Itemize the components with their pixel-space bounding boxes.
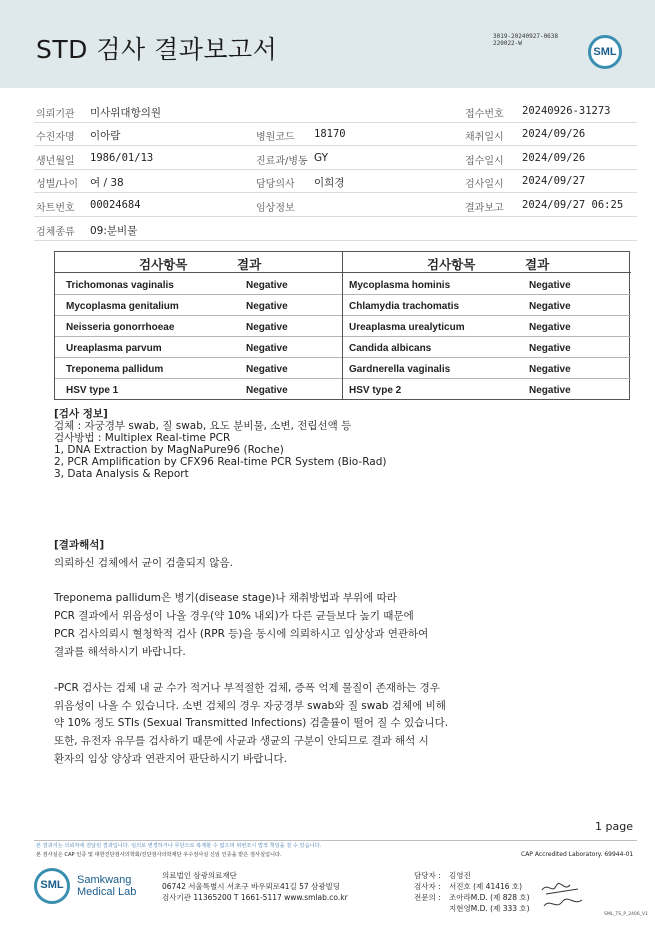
table-row: Neisseria gonorrhoeae Negative <box>55 316 342 337</box>
table-row: Ureaplasma parvum Negative <box>55 337 342 358</box>
received-date: 2024/09/26 <box>522 152 586 164</box>
result-table-left <box>55 252 343 399</box>
form-code: SML_TS_P_2406_V1 <box>604 912 648 917</box>
report-header <box>0 0 655 88</box>
interpretation-line: 환자의 임상 양상과 연관지어 판단하시기 바랍니다. <box>54 753 288 765</box>
receipt-number: 20240926-31273 <box>522 105 611 117</box>
report-title: STD 검사 결과보고서 <box>36 35 278 64</box>
info-row-dob: 생년월일 1986/01/13 진료과/병동 GY 접수일시 2024/09/26 <box>34 147 637 170</box>
table-row: Mycoplasma hominis Negative <box>343 274 631 295</box>
info-row-chart: 차트번호 00024684 임상정보 결과보고 2024/09/27 06:25 <box>34 194 637 217</box>
sml-logo-icon: SML <box>588 35 622 69</box>
signature-icon <box>540 880 584 912</box>
table-row: HSV type 1 Negative <box>66 385 288 396</box>
footer-address: 의료법인 삼광의료재단 06742 서울특별시 서초구 바우뫼로41길 57 삼광빌딩 검사기관 11365200 T 1661-5117 www.smlab.co.kr <box>162 871 348 902</box>
patient-name: 이아람 <box>90 130 121 142</box>
footer-notice: 본 결과지는 의뢰처에 전달된 결과입니다. 임의로 변경하거나 무단으로 복제할 수 없으며 위변조시 법적 책임을 질 수 있습니다. <box>36 843 322 849</box>
date-of-birth: 1986/01/13 <box>90 152 154 164</box>
brand-name: Samkwang Medical Lab <box>77 874 137 898</box>
collected-date: 2024/09/26 <box>522 128 586 140</box>
interpretation-title: [결과해석] <box>54 539 105 551</box>
test-info-line: 검사방법 : Multiplex Real-time PCR <box>54 432 231 444</box>
interpretation-line: 또한, 유전자 유무를 검사하기 때문에 사균과 생균의 구분이 안되므로 결과 해석 시 <box>54 735 429 747</box>
table-header: 검사항목 결과 <box>343 252 631 273</box>
interpretation-line: Treponema pallidum은 병기(disease stage)나 채취방법과 부위에 따라 <box>54 592 397 604</box>
interpretation-line: PCR 검사의뢰시 혈청학적 검사 (RPR 등)을 동시에 의뢰하시고 임상상과 연관하여 <box>54 628 429 640</box>
test-info-title: [검사 정보] <box>54 408 108 420</box>
department: GY <box>314 152 329 164</box>
tested-date: 2024/09/27 <box>522 175 586 187</box>
sex-age: 여 / 38 <box>90 177 124 189</box>
interpretation-line: 위음성이 나올 수 있습니다. 소변 검체의 경우 자궁경부 swab와 질 swab 검체에 비해 <box>54 700 446 712</box>
document-number: 3019-20240927-0638 220022-W <box>493 33 559 47</box>
table-row: Mycoplasma genitalium Negative <box>55 295 342 316</box>
page-number: 1 page <box>595 820 633 833</box>
specimen-type: 09:분비물 <box>90 225 138 237</box>
test-info-line: 1, DNA Extraction by MagNaPure96 (Roche) <box>54 444 284 456</box>
footer-divider <box>34 840 637 841</box>
test-info-line: 검체 : 자궁경부 swab, 질 swab, 요도 분비물, 소변, 전립선액 등 <box>54 420 352 432</box>
table-header: 검사항목 결과 <box>55 252 342 273</box>
result-table <box>54 251 630 400</box>
test-info-section <box>54 408 386 480</box>
interpretation-line: 약 10% 정도 STIs (Sexual Transmitted Infections) 검출률이 떨어 질 수 있습니다. <box>54 717 449 729</box>
table-row: Chlamydia trachomatis Negative <box>343 295 631 316</box>
table-row: Trichomonas vaginalis Negative <box>55 274 342 295</box>
table-row: HSV type 2 Negative <box>349 385 571 396</box>
info-row-patient: 수진자명 이아람 병원코드 18170 채취일시 2024/09/26 <box>34 123 637 146</box>
test-info-line: 2, PCR Amplification by CFX96 Real-time PCR System (Bio-Rad) <box>54 456 387 468</box>
table-row: Treponema pallidum Negative <box>55 358 342 379</box>
result-table-right <box>343 252 631 399</box>
info-row-sex-age: 성별/나이 여 / 38 담당의사 이희경 검사일시 2024/09/27 <box>34 170 637 193</box>
doctor-name: 이희경 <box>314 177 345 189</box>
footer-notice: 본 검사실은 CAP 인증 및 대한진단검사의학회/진단검사의학재단 우수검사실 신임 인증을 받은 검사실입니다. <box>36 852 282 858</box>
interpretation-line: -PCR 검사는 검체 내 균 수가 적거나 부적절한 검체, 증폭 억제 물질이 존재하는 경우 <box>54 682 440 694</box>
table-row: Gardnerella vaginalis Negative <box>343 358 631 379</box>
sml-footer-logo-icon: SML <box>34 868 74 908</box>
interpretation-line: 결과를 해석하시기 바랍니다. <box>54 646 186 658</box>
reported-datetime: 2024/09/27 06:25 <box>522 199 624 211</box>
cap-accreditation: CAP Accredited Laboratory. 69944-01 <box>521 851 634 858</box>
interpretation-summary: 의뢰하신 검체에서 균이 검출되지 않음. <box>54 557 233 569</box>
table-row: Candida albicans Negative <box>343 337 631 358</box>
test-info-line: 3, Data Analysis & Report <box>54 468 189 480</box>
hospital-code: 18170 <box>314 128 346 140</box>
chart-number: 00024684 <box>90 199 141 211</box>
info-row-institution: 의뢰기관 미사위대항의원 접수번호 20240926-31273 <box>34 100 637 123</box>
institution-value: 미사위대항의원 <box>90 107 162 119</box>
interpretation-line: PCR 결과에서 위음성이 나올 경우(약 10% 내외)가 다른 균들보다 높기 때문에 <box>54 610 414 622</box>
info-row-specimen: 검체종류 09:분비물 <box>34 218 637 241</box>
table-row: Ureaplasma urealyticum Negative <box>343 316 631 337</box>
